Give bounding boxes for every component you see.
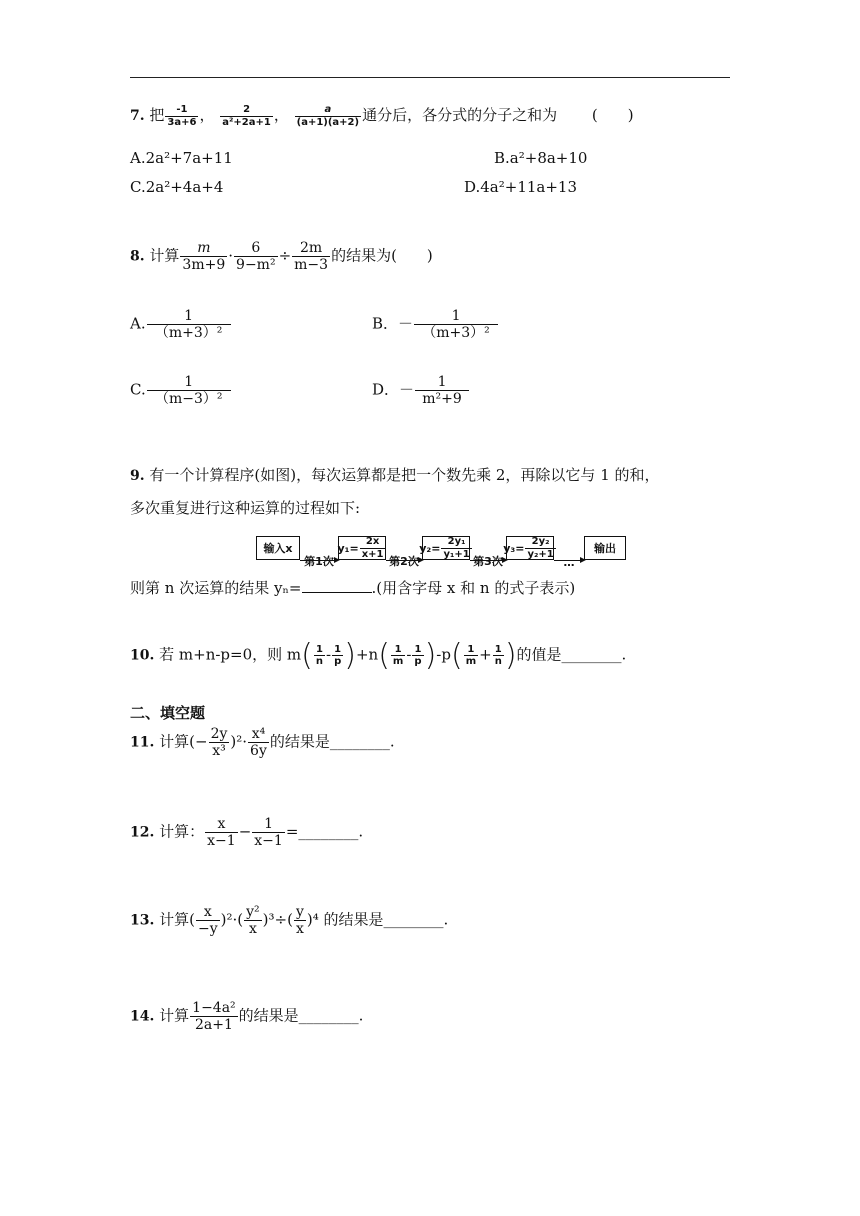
question-number: 14. [130, 1008, 155, 1025]
question-number: 7. [130, 108, 145, 124]
flow-box-3: y₃= $\frac{\text{2y₂}}{\text{y₂+1}}$ [503, 536, 554, 560]
fraction: $\frac{1}{\text{m²+9}}$ [415, 374, 469, 407]
separator: ， [273, 106, 289, 124]
question-text: 计算 [149, 246, 180, 265]
flow-box-2: y₂= $\frac{\text{2y₁}}{\text{y₁+1}}$ [419, 536, 470, 560]
question-text: 若 m+n-p=0，则 m [159, 645, 302, 664]
flow-arrow-3: 第3次 [470, 535, 506, 561]
flow-arrow-4: … [554, 535, 584, 561]
question-number: 11. [130, 734, 155, 751]
option-7a: A.2a²+7a+11 [130, 149, 233, 167]
flow-arrow-2: 第2次 [386, 535, 422, 561]
section-title: 二、填空题 [130, 704, 206, 722]
option-8d: D．－ $\frac{1}{\text{m²+9}}$ [372, 374, 470, 407]
question-text: 把 [149, 106, 165, 124]
fraction: $\frac{a}{(a+1)(a+2)}$ [296, 104, 360, 128]
fraction: $\frac{2}{\text{a²+2a+1}}$ [222, 104, 271, 128]
question-12: 12. 计算： $\frac{x}{x-1}$ − $\frac{1}{x-1}$ =________. [130, 816, 364, 850]
question-number: 10. [130, 647, 155, 664]
question-11: 11. 计算(− $\frac{2y}{\text{x³}}$ )²· $\frac{\text{x⁴}}{6y}$ 的结果是________. [130, 726, 395, 760]
question-9-answer: 则第 n 次运算的结果 yₙ= .(用含字母 x 和 n 的式子表示) [130, 579, 576, 597]
option-8c: C. $\frac{1}{\text{（m−3）²}}$ [130, 374, 232, 407]
question-text: 通分后，各分式的分子之和为 [362, 106, 558, 124]
question-number: 8. [130, 248, 145, 265]
answer-paren: ( ) [591, 106, 634, 124]
header-rule [130, 77, 730, 78]
fraction: $\frac{1}{\text{（m−3）²}}$ [147, 374, 231, 407]
question-14: 14. 计算 $\frac{\text{1−4a²}}{2a+1}$ 的结果是________. [130, 1000, 364, 1034]
flow-diagram [256, 535, 626, 569]
question-8 [130, 240, 433, 273]
question-13: 13. 计算( $\frac{x}{-y}$ )²·( $\frac{\text{y²}}{x}$ )³÷( $\frac{y}{x}$ )⁴ 的结果是________. [130, 904, 449, 938]
question-text: 有一个计算程序(如图)，每次运算都是把一个数先乘 2，再除以它与 1 的和， [149, 466, 660, 484]
question-number: 9. [130, 468, 145, 484]
option-7b: B.a²+8a+10 [494, 149, 588, 167]
fraction: $\frac{6}{\text{9−m²}}$ [236, 240, 276, 274]
fraction: $\frac{m}{3m+9}$ [182, 240, 226, 274]
answer-blank [302, 591, 372, 593]
question-10: 10. 若 m+n-p=0，则 m( $\frac{1}{n}$ - $\frac{1}{p}$ )+n( $\frac{1}{m}$ - $\frac{1}{p}$ )-p( $\frac{1}{m}$ + $\frac{1}{n}$ )的值是________. [130, 638, 627, 673]
fraction: $\frac{-1}{3a+6}$ [167, 104, 197, 128]
question-9-line2: 多次重复进行这种运算的过程如下: [130, 499, 361, 517]
question-text: 的结果为( ) [331, 246, 433, 265]
option-8a: A. $\frac{1}{\text{（m+3）²}}$ [130, 308, 232, 341]
option-7d: D.4a²+11a+13 [464, 178, 578, 196]
separator: ， [199, 106, 215, 124]
option-7c: C.2a²+4a+4 [130, 178, 224, 196]
operator: ÷ [278, 246, 292, 265]
flow-input-box: 输入x [256, 536, 300, 560]
question-number: 12. [130, 824, 155, 841]
flow-box-1: y₁= $\frac{2x}{x+1}$ [338, 536, 386, 560]
flow-arrow-1: 第1次 [300, 535, 338, 561]
question-number: 13. [130, 912, 155, 929]
operator: · [228, 246, 234, 265]
fraction: $\frac{1}{\text{（m+3）²}}$ [414, 308, 498, 341]
question-7 [130, 104, 634, 128]
option-8b: B．－ $\frac{1}{\text{（m+3）²}}$ [372, 308, 499, 341]
flow-output-box: 输出 [584, 536, 626, 560]
question-9 [130, 464, 660, 485]
fraction: $\frac{2m}{m-3}$ [294, 240, 329, 274]
fraction: $\frac{1}{\text{（m+3）²}}$ [147, 308, 231, 341]
